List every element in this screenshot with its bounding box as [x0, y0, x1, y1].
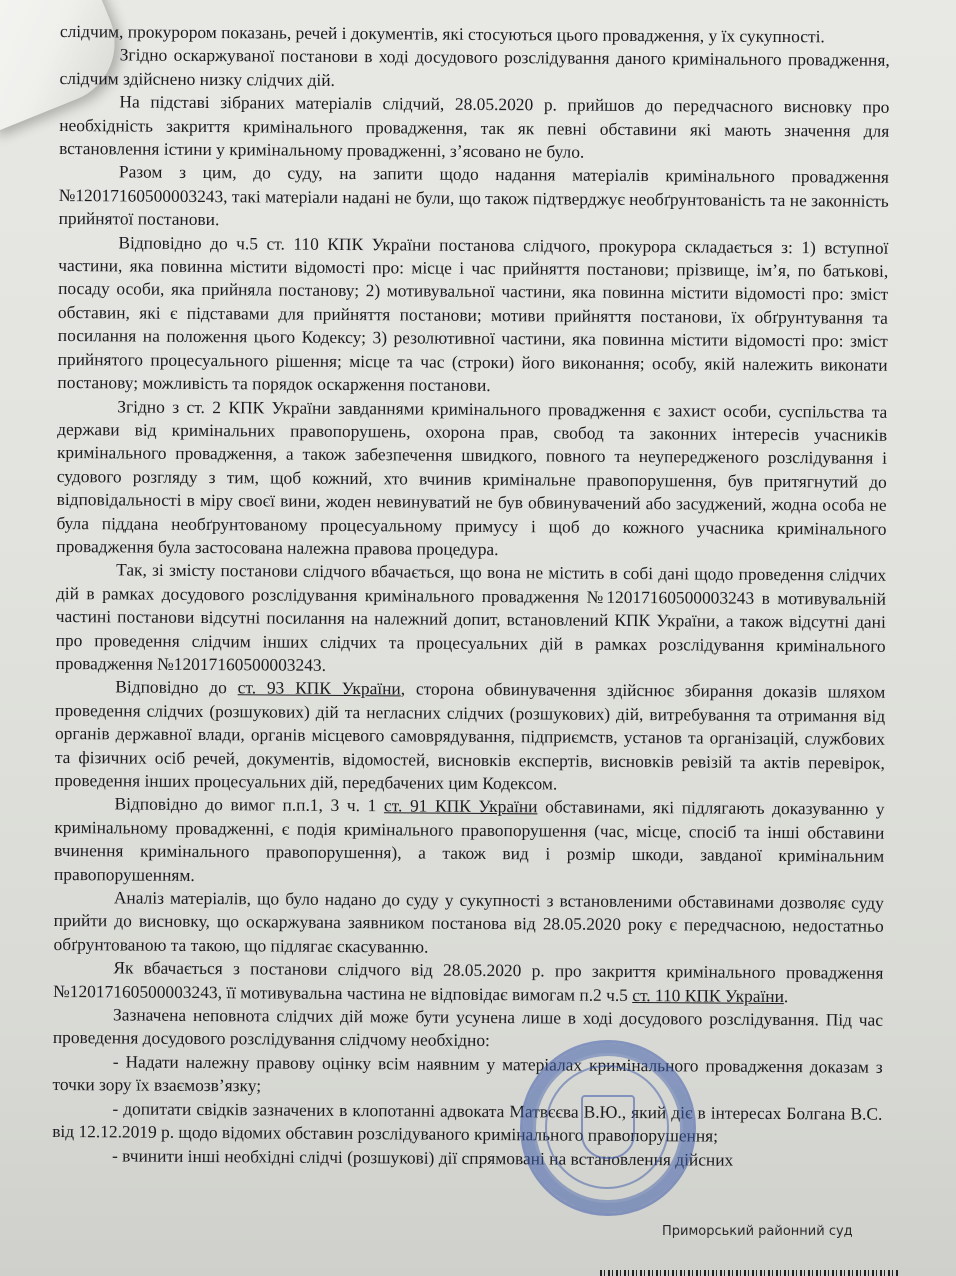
paragraph-14: - вчинити інші необхідні слідчі (розшукові) дії спрямовані на встановлення дійсних [112, 1144, 734, 1170]
paragraph-9: Аналіз матеріалів, що було надано до суду у сукупності з встановленими обставинами дозволяє суду прийти до висновку, що оскаржувана заявником постанова від 28.05.2020 року є передчасною, недостатньо обґрунтованою та такою, що підлягає скасуванню. [53, 887, 884, 957]
paragraph-10-b: . [783, 985, 789, 1006]
paragraph-0: слідчим, прокурором показань, речей і документів, які стосуються цього провадження, у їх сукупності. [59, 20, 825, 47]
paragraph-10-a: Як вбачається з постанови слідчого від 28.05.2020 р. про закриття кримінального провадження №12017160500003243, її мотивувальна частина не відповідає вимогам п.2 ч.5 [53, 957, 884, 1005]
court-registration-stamp [600, 1224, 900, 1276]
paragraph-6: Так, зі змісту постанови слідчого вбачається, що вона не містить в собі дані щодо проведення слідчих дій в рамках досудового розслідування кримінального провадження №12017160500003243 в мотивувальній частині постанови відсутні посилання на належний допит, встановлений КПК України, а також відсутні дані про проведення слідчим інших слідчих та процесуальних дій в рамках розслідування кримінального провадження №12017160500003243. [55, 559, 887, 675]
paragraph-7-b: , сторона обвинувачення здійснює збирання доказів шляхом проведення слідчих (розшукових) дій та негласних слідчих (розшукових) дій, витребування та отримання від органів державної влади, органів місцевого самоврядування, підприємств, установ та організацій, службових та фізичних осіб речей, документів, відомостей, висновків експертів, висновків ревізій та актів перевірок, проведення інших процесуальних дій, передбачених цим Кодексом. [54, 678, 886, 794]
barcode-strip [600, 1270, 900, 1276]
trident-emblem-icon [581, 1095, 635, 1159]
court-name-stamp: Приморський районний суд [662, 1224, 853, 1239]
document-body [52, 20, 890, 1173]
paragraph-12: - Надати належну правову оцінку всім наявним у матеріалах кримінального провадження доказам з точки зору їх взаємозв’язку; [52, 1051, 883, 1096]
law-link-art110[interactable]: ст. 110 КПК України [632, 984, 785, 1006]
paragraph-8 [54, 792, 885, 891]
paragraph-8-b: обставинами, які підлягають доказуванню у кримінальному провадженні, є подія кримінального правопорушення (час, місце, спосіб та інші обставини вчинення кримінального правопорушення), а також вид і розмір шкоди, завданої кримінальним правопорушенням. [53, 796, 885, 885]
paragraph-10 [53, 956, 883, 1009]
paragraph-11: Зазначена неповнота слідчих дій може бути усунена лише в ході досудового розслідування. Під час проведення досудового розслідування слідчому необхідно: [52, 1004, 884, 1051]
paragraph-1: Згідно оскаржуваної постанови в ході досудового розслідування даного кримінального провадження, слідчим здійснено низку слідчих дій. [59, 44, 890, 90]
paragraph-8-a: Відповідно до вимог п.п.1, 3 ч. 1 [114, 793, 385, 816]
paragraph-7-a: Відповідно до [115, 676, 238, 698]
law-link-art93[interactable]: ст. 93 КПК України [237, 677, 401, 699]
paragraph-13: - допитати свідків зазначених в клопотанні адвоката Матвєєва В.Ю., який діє в інтересах Болгана В.С. від 12.12.2019 р. щодо відомих обставин розслідуваного кримінального правопорушення; [52, 1098, 883, 1146]
court-seal-stamp [520, 1040, 696, 1216]
paragraph-3: Разом з цим, до суду, на запити щодо надання матеріалів кримінального провадження №12017160500003243, такі матеріали надані не були, що також підтверджує необґрунтованість та не законність прийнятої постанови. [58, 161, 889, 230]
law-link-art91[interactable]: ст. 91 КПК України [383, 795, 538, 817]
paragraph-2: На підставі зібраних матеріалів слідчий, 28.05.2020 р. прийшов до передчасного висновку про необхідність закриття кримінального провадження, так як певні обставини які мають значення для встановлення істини у кримінальному провадженні, з’ясовано не було. [59, 91, 890, 162]
paragraph-4: Відповідно до ч.5 ст. 110 КПК України постанова слідчого, прокурора складається з: 1) вступної частини, яка повинна містити відомості про: місце і час прийняття постанови; прізвище, ім’я, по батькові, посаду особи, яка прийняла постанову; 2) мотивувальної частини, яка повинна містити відомості про: зміст обставин, які є підставами для прийняття постанови; мотиви прийняття постанови, їх обґрунтування та посилання на положення цього Кодексу; 3) резолютивної частини, яка повинна містити відомості про: зміст прийнятого процесуального рішення; місце та час (строки) його виконання; особу, якій належить виконати постанову; можливість та порядок оскарження постанови. [57, 232, 889, 396]
paragraph-7 [55, 675, 886, 798]
paragraph-5: Згідно з ст. 2 КПК України завданнями кримінального провадження є захист особи, суспільства та держави від кримінальних правопорушень, охорона прав, свобод та законних інтересів учасників кримінального провадження, а також забезпечення швидкого, повного та неупередженого розслідування і судового розгляду з тим, щоб кожний, хто вчинив кримінальне правопорушення, був притягнутий до відповідальності в міру своєї вини, жоден невинуватий не був обвинувачений або засуджений, жодна особа не була піддана необґрунтованому процесуальному примусу і щоб до кожного учасника кримінального провадження була застосована належна правова процедура. [56, 395, 888, 560]
